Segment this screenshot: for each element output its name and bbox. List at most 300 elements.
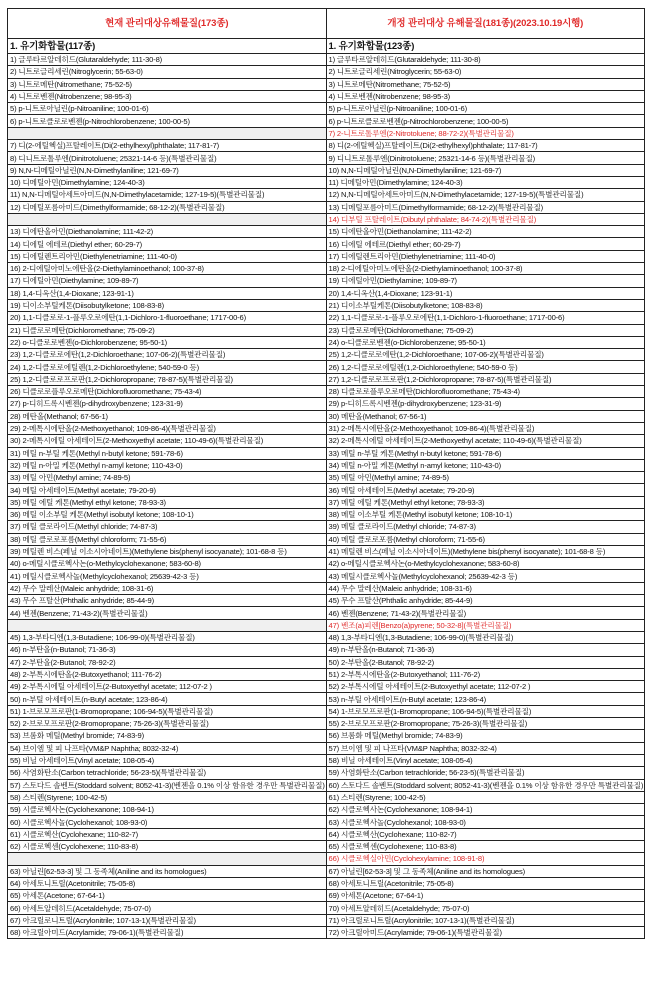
item-number: 14) — [328, 215, 340, 224]
current-substance-cell — [8, 287, 327, 299]
table-row — [8, 361, 645, 373]
item-number: 54) — [10, 743, 21, 753]
table-row — [8, 927, 645, 939]
current-substance-cell — [8, 226, 327, 238]
item-number: 58) — [10, 792, 21, 802]
revised-substance-cell — [326, 508, 645, 520]
table-row — [8, 201, 645, 213]
item-number: 66) — [328, 854, 340, 864]
table-row — [8, 718, 645, 730]
revised-substance-cell — [326, 595, 645, 607]
substance-name: 디메틸아민(Dimethylamine; 124-40-3) — [22, 178, 145, 188]
revised-substance-cell — [326, 681, 645, 693]
table-row-new-substance — [8, 619, 645, 631]
item-number: 55) — [328, 719, 340, 729]
current-substance-cell — [8, 361, 327, 373]
revised-substance-cell — [326, 668, 645, 680]
table-row — [8, 299, 645, 311]
current-substance-cell — [8, 754, 327, 766]
current-substance-cell — [8, 176, 327, 188]
revised-substance-cell — [326, 631, 645, 643]
substance-name: 1,4-디옥산(1,4-Dioxane; 123-91-1) — [22, 288, 134, 298]
item-number: 7) — [328, 128, 335, 138]
item-number: 13) — [328, 202, 340, 212]
substance-name: p-니트로아닐린(p-Nitroaniline; 100-01-6) — [336, 104, 468, 114]
item-number: 64) — [10, 879, 21, 889]
substance-name: 1,2-디클로로프로판(1,2-Dichloropropane; 78-87-5)(특별관리물질) — [22, 374, 233, 384]
substance-name: 2-부탄올(2-Butanol; 78-92-2) — [22, 657, 116, 667]
substance-name: 메틸 클로로포름(Methyl chloroform; 71-55-6) — [341, 534, 485, 544]
item-number: 55) — [10, 756, 21, 766]
item-number: 32) — [10, 460, 21, 470]
revised-substance-cell — [326, 730, 645, 742]
item-number: 13) — [10, 227, 21, 237]
table-row — [8, 66, 645, 78]
table-row — [8, 164, 645, 176]
table-row — [8, 410, 645, 422]
substance-name: p-니트로클로로벤젠(p-Nitrochlorobenzene; 100-00-5) — [18, 116, 190, 126]
substance-name: 디클로로메탄(Dichloromethane; 75-09-2) — [22, 325, 155, 335]
current-substance-cell — [8, 767, 327, 779]
revised-substance-cell — [326, 189, 645, 201]
substance-name: 2-브로모프로판(2-Bromopropane; 75-26-3)(특별관리물질) — [341, 719, 528, 729]
substance-name: 아세톤(Acetone; 67-64-1) — [341, 891, 424, 901]
current-substance-cell — [8, 644, 327, 656]
current-substance-cell — [8, 656, 327, 668]
item-number: 45) — [328, 596, 340, 606]
substance-name: 브이엠 및 피 나프타(VM&P Naphtha; 8032-32-4) — [22, 743, 179, 753]
item-number: 3) — [328, 79, 335, 89]
item-number: 65) — [10, 891, 21, 901]
substance-name: 스토다드 솔벤트(Stoddard solvent; 8052-41-3)(벤젠을 0.1% 이상 함유한 경우만 특별관리물질) — [22, 780, 325, 790]
substance-name: 디메틸아민(Dimethylamine; 124-40-3) — [340, 178, 463, 188]
revised-substance-cell — [326, 226, 645, 238]
substance-name: 메틸 아민(Methyl amine; 74-89-5) — [341, 473, 449, 483]
substance-name: 니트로메탄(Nitromethane; 75-52-5) — [18, 79, 132, 89]
substance-name: 디클로로플루오로메탄(Dichlorofluoromethane; 75-43-4) — [22, 387, 202, 397]
substance-name: 시클로헥실아민(Cyclohexylamine; 108-91-8) — [341, 854, 485, 864]
substance-name: n-부틸 아세테이트(n-Butyl acetate; 123-86-4) — [341, 694, 486, 704]
item-number: 26) — [10, 387, 21, 397]
table-row — [8, 349, 645, 361]
item-number: 10) — [328, 165, 340, 175]
substance-name: 디부틸 프탈레이트(Dibutyl phthalate; 84-74-2)(특별관리물질) — [341, 215, 537, 224]
item-number: 5) — [328, 104, 335, 114]
item-number: 61) — [328, 792, 340, 802]
table-row — [8, 336, 645, 348]
item-number: 5) — [10, 104, 17, 114]
substance-name: 메탄올(Methanol; 67-56-1) — [341, 411, 427, 421]
item-number: 32) — [328, 436, 340, 446]
current-substance-cell — [8, 496, 327, 508]
revised-substance-cell — [326, 853, 645, 865]
table-row — [8, 877, 645, 889]
item-number: 20) — [328, 288, 340, 298]
substance-name: 아닐린[62-53-3] 및 그 동족체(Aniline and its homologues) — [22, 866, 207, 876]
revised-substance-cell — [326, 115, 645, 127]
item-number: 33) — [10, 473, 21, 483]
substance-name: 아세톤(Acetone; 67-64-1) — [22, 891, 105, 901]
revised-substance-cell — [326, 656, 645, 668]
item-number: 41) — [328, 547, 340, 557]
substance-name: 시클로헥사논(Cyclohexanone; 108-94-1) — [22, 805, 154, 815]
table-row — [8, 804, 645, 816]
table-row — [8, 914, 645, 926]
table-row — [8, 767, 645, 779]
substance-name: 시클로헥산(Cyclohexane; 110-82-7) — [341, 829, 457, 839]
substance-name: 사염화탄소(Carbon tetrachloride; 56-23-5)(특별관리물질) — [22, 768, 206, 778]
current-substance-cell — [8, 779, 327, 791]
revised-substance-cell — [326, 496, 645, 508]
substance-name: 디에탄올아민(Diethanolamine; 111-42-2) — [22, 227, 154, 237]
revised-substance-cell — [326, 361, 645, 373]
table-row — [8, 140, 645, 152]
item-number: 18) — [328, 264, 340, 274]
substance-name: 메틸 n-아밀 케톤(Methyl n-amyl ketone; 110-43-0) — [341, 460, 501, 470]
current-substance-cell — [8, 66, 327, 78]
table-row — [8, 742, 645, 754]
revised-substance-cell — [326, 250, 645, 262]
substance-name: 시클로헥사놀(Cyclohexanol; 108-93-0) — [341, 817, 466, 827]
revised-substance-cell — [326, 890, 645, 902]
item-number: 2) — [328, 67, 335, 77]
substance-name: 디니트로톨루엔(Dinitrotoluene; 25321-14-6 등)(특별관리물질) — [18, 153, 217, 163]
item-number: 66) — [10, 903, 21, 913]
substance-name: p-니트로아닐린(p-Nitroaniline; 100-01-6) — [18, 104, 149, 114]
revised-substance-cell — [326, 324, 645, 336]
item-number: 12) — [10, 202, 21, 212]
item-number: 57) — [328, 743, 340, 753]
revised-substance-cell — [326, 410, 645, 422]
revised-substance-cell — [326, 398, 645, 410]
revised-substance-cell — [326, 213, 645, 225]
table-row — [8, 816, 645, 828]
current-substance-cell — [8, 595, 327, 607]
item-number: 25) — [328, 350, 340, 360]
substance-name: 메탄올(Methanol; 67-56-1) — [22, 411, 108, 421]
revised-substance-cell — [326, 521, 645, 533]
item-number: 43) — [10, 596, 21, 606]
item-number: 16) — [328, 239, 340, 249]
item-number: 35) — [328, 473, 340, 483]
substance-name: o-디클로로벤젠(o-Dichlorobenzene; 95-50-1) — [22, 337, 168, 347]
substance-name: 메틸렌 비스(페닐 이소시아네이트)(Methylene bis(phenyl isocyanate); 101-68-8 등) — [341, 547, 606, 557]
item-number: 35) — [10, 497, 21, 507]
current-substance-cell — [8, 791, 327, 803]
table-row — [8, 644, 645, 656]
revised-substance-cell — [326, 152, 645, 164]
substance-name: 메틸시클로헥사놀(Methylcyclohexanol; 25639-42-3 등) — [22, 571, 199, 581]
current-substance-cell — [8, 508, 327, 520]
substance-name: o-메틸시클로헥사논(o-Methylcyclohexanone; 583-60-8) — [341, 559, 520, 569]
revised-substance-cell — [326, 791, 645, 803]
table-row — [8, 668, 645, 680]
revised-substance-cell — [326, 373, 645, 385]
substance-name: 디메틸포름아미드(Dimethylformamide; 68-12-2)(특별관리물질) — [22, 202, 225, 212]
substance-name: 1-브로모프로판(1-Bromopropane; 106-94-5)(특별관리물질) — [341, 706, 532, 716]
item-number: 30) — [328, 411, 340, 421]
table-row — [8, 447, 645, 459]
table-row — [8, 693, 645, 705]
revised-substance-cell — [326, 558, 645, 570]
substance-name: n-부탄올(n-Butanol; 71-36-3) — [22, 645, 116, 655]
item-number: 59) — [328, 768, 340, 778]
revised-substance-cell — [326, 287, 645, 299]
blank-cell — [8, 619, 327, 631]
substance-name: 메틸 아세테이트(Methyl acetate; 79-20-9) — [341, 485, 475, 495]
item-number: 67) — [328, 866, 340, 876]
current-substance-cell — [8, 558, 327, 570]
table-row — [8, 312, 645, 324]
item-number: 40) — [328, 534, 340, 544]
substance-name: p-니트로클로로벤젠(p-Nitrochlorobenzene; 100-00-5) — [336, 116, 509, 126]
substance-name: 니트로벤젠(Nitrobenzene; 98-95-3) — [18, 92, 132, 102]
current-substance-cell — [8, 890, 327, 902]
item-number: 31) — [328, 424, 340, 434]
current-substance-cell — [8, 631, 327, 643]
item-number: 48) — [328, 633, 340, 643]
substance-name: 니트로글리세린(Nitroglycerin; 55-63-0) — [336, 67, 462, 77]
item-number: 28) — [328, 387, 340, 397]
item-number: 10) — [10, 178, 21, 188]
revised-substance-cell — [326, 78, 645, 90]
revised-substance-cell — [326, 54, 645, 66]
revised-substance-cell — [326, 804, 645, 816]
current-substance-cell — [8, 484, 327, 496]
current-substance-cell — [8, 140, 327, 152]
table-row — [8, 779, 645, 791]
item-number: 46) — [328, 608, 340, 618]
current-substance-cell — [8, 324, 327, 336]
substance-name: 메틸 클로라이드(Methyl chloride; 74-87-3) — [22, 522, 158, 532]
substance-name: 아세토니트릴(Acetonitrile; 75-05-8) — [22, 879, 136, 889]
substance-name: 2-디에틸아미노에탄올(2-Diethylaminoethanol; 100-37-8) — [22, 264, 204, 274]
item-number: 17) — [328, 251, 340, 261]
substance-name: 디이소부틸케톤(Diisobutylketone; 108-83-8) — [341, 301, 483, 311]
item-number: 4) — [10, 92, 17, 102]
item-number: 57) — [10, 780, 21, 790]
item-number: 27) — [10, 399, 21, 409]
current-substance-cell — [8, 533, 327, 545]
table-row — [8, 189, 645, 201]
substance-name: 1,3-부타디엔(1,3-Butadiene; 106-99-0)(특별관리물질) — [22, 633, 195, 643]
substance-name: 2-메톡시에탄올(2-Methoxyethanol; 109-86-4)(특별관리물질) — [22, 424, 216, 434]
substance-name: 1,2-디클로로에탄(1,2-Dichloroethane; 107-06-2)(특별관리물질) — [22, 350, 226, 360]
substance-name: 메틸 n-부틸 케톤(Methyl n-butyl ketone; 591-78-6) — [22, 448, 183, 458]
current-substance-cell — [8, 201, 327, 213]
current-substance-cell — [8, 927, 327, 939]
substance-name: p-디히드록시벤젠(p-dihydroxybenzene; 123-31-9) — [22, 399, 183, 409]
revised-substance-cell — [326, 349, 645, 361]
current-substance-cell — [8, 410, 327, 422]
revised-substance-cell — [326, 767, 645, 779]
current-substance-cell — [8, 705, 327, 717]
current-substance-cell — [8, 914, 327, 926]
item-number: 34) — [10, 485, 21, 495]
revised-substance-cell — [326, 66, 645, 78]
substance-name: 2-메톡시에틸 아세테이트(2-Methoxyethyl acetate; 110-49-6)(특별관리물질) — [341, 436, 582, 446]
item-number: 3) — [10, 79, 17, 89]
current-substance-cell — [8, 447, 327, 459]
table-row — [8, 275, 645, 287]
revised-substance-cell — [326, 472, 645, 484]
substance-name: 1,2-디클로로에탄(1,2-Dichloroethane; 107-06-2)(특별관리물질) — [341, 350, 544, 360]
substance-name: 스티렌(Styrene; 100-42-5) — [22, 792, 108, 802]
item-number: 56) — [328, 731, 340, 741]
revised-substance-cell — [326, 693, 645, 705]
item-number: 12) — [328, 190, 340, 200]
current-substance-cell — [8, 681, 327, 693]
item-number: 21) — [328, 301, 340, 311]
current-substance-cell — [8, 263, 327, 275]
current-substance-cell — [8, 742, 327, 754]
revised-substance-cell — [326, 164, 645, 176]
current-substance-cell — [8, 877, 327, 889]
item-number: 39) — [328, 522, 340, 532]
substance-name: 비닐 아세테이트(Vinyl acetate; 108-05-4) — [22, 756, 155, 766]
substance-name: 2-부톡시에탄올(2-Butoxyethanol; 111-76-2) — [22, 669, 162, 679]
table-row-new-substance — [8, 853, 645, 865]
table-row — [8, 459, 645, 471]
table-row — [8, 533, 645, 545]
item-number: 11) — [328, 178, 339, 188]
item-number: 49) — [10, 682, 21, 692]
substance-name: 디(2-에틸헥실)프탈레이트(Di(2-ethylhexyl)phthalate; 117-81-7) — [336, 141, 538, 151]
substance-name: 디니트로톨루엔(Dinitrotoluene; 25321-14-6 등)(특별관리물질) — [336, 153, 536, 163]
item-number: 68) — [10, 928, 21, 938]
item-number: 1) — [10, 55, 17, 65]
item-number: 47) — [328, 620, 340, 630]
item-number: 19) — [328, 276, 340, 286]
substance-name: N,N-디메틸아세트아미드(N,N-Dimethylacetamide; 127-19-5)(특별관리물질) — [341, 190, 584, 200]
item-number: 50) — [10, 694, 21, 704]
table-row — [8, 435, 645, 447]
item-number: 8) — [10, 153, 17, 163]
current-section-heading: 1. 유기화합물(117종) — [8, 39, 327, 54]
item-number: 34) — [328, 460, 340, 470]
item-number: 9) — [328, 153, 335, 163]
current-substance-cell — [8, 299, 327, 311]
item-number: 52) — [10, 719, 21, 729]
table-row — [8, 152, 645, 164]
table-row — [8, 582, 645, 594]
substance-name: o-메틸시클로헥사논(o-Methylcyclohexanone; 583-60-8) — [22, 559, 201, 569]
substance-name: 브이엠 및 피 나프타(VM&P Naphtha; 8032-32-4) — [341, 743, 497, 753]
table-row — [8, 176, 645, 188]
table-row — [8, 263, 645, 275]
item-number: 65) — [328, 842, 340, 852]
substance-name: 니트로글리세린(Nitroglycerin; 55-63-0) — [18, 67, 143, 77]
revised-substance-cell — [326, 484, 645, 496]
substance-name: 무수 말레산(Maleic anhydride; 108-31-6) — [341, 583, 472, 593]
substance-comparison-table — [7, 8, 645, 939]
table-row — [8, 791, 645, 803]
table-row — [8, 238, 645, 250]
table-row — [8, 250, 645, 262]
substance-name: N,N-디메틸아닐린(N,N-Dimethylaniline; 121-69-7) — [341, 165, 502, 175]
table-row — [8, 226, 645, 238]
substance-name: 디에탄올아민(Diethanolamine; 111-42-2) — [341, 227, 472, 237]
item-number: 37) — [328, 497, 340, 507]
current-substance-cell — [8, 607, 327, 619]
item-number: 51) — [10, 706, 21, 716]
table-row — [8, 54, 645, 66]
current-substance-cell — [8, 422, 327, 434]
item-number: 20) — [10, 313, 21, 323]
substance-name: 벤젠(Benzene; 71-43-2)(특별관리물질) — [22, 608, 148, 618]
current-substance-cell — [8, 373, 327, 385]
revised-substance-cell — [326, 336, 645, 348]
item-number: 38) — [10, 534, 21, 544]
table-row-new-substance — [8, 127, 645, 139]
substance-name: 디(2-에틸헥실)프탈레이트(Di(2-ethylhexyl)phthalate; 117-81-7) — [18, 141, 220, 151]
current-list-title: 현재 관리대상유해물질(173종) — [8, 9, 327, 39]
current-substance-cell — [8, 164, 327, 176]
current-substance-cell — [8, 902, 327, 914]
current-substance-cell — [8, 718, 327, 730]
current-substance-cell — [8, 336, 327, 348]
revised-substance-cell — [326, 238, 645, 250]
blank-cell — [8, 213, 327, 225]
current-substance-cell — [8, 816, 327, 828]
item-number: 39) — [10, 547, 21, 557]
substance-name: 디에틸 에테르(Diethyl ether; 60-29-7) — [341, 239, 461, 249]
revised-substance-cell — [326, 263, 645, 275]
revised-substance-cell — [326, 828, 645, 840]
current-substance-cell — [8, 398, 327, 410]
substance-name: 시클로헥사놀(Cyclohexanol; 108-93-0) — [22, 817, 148, 827]
substance-name: 메틸 에틸 케톤(Methyl ethyl ketone; 78-93-3) — [341, 497, 485, 507]
item-number: 28) — [10, 411, 21, 421]
table-row — [8, 890, 645, 902]
current-substance-cell — [8, 103, 327, 115]
table-row — [8, 508, 645, 520]
substance-name: 2-부톡시에탄올(2-Butoxyethanol; 111-76-2) — [341, 669, 480, 679]
table-row — [8, 681, 645, 693]
item-number: 72) — [328, 928, 340, 938]
substance-name: n-부틸 아세테이트(n-Butyl acetate; 123-86-4) — [22, 694, 168, 704]
item-number: 24) — [10, 362, 21, 372]
item-number: 53) — [328, 694, 340, 704]
revised-substance-cell — [326, 705, 645, 717]
item-number: 15) — [10, 251, 21, 261]
current-substance-cell — [8, 275, 327, 287]
substance-name: 비닐 아세테이트(Vinyl acetate; 108-05-4) — [341, 756, 473, 766]
section-row — [8, 39, 645, 54]
current-substance-cell — [8, 545, 327, 557]
item-number: 42) — [10, 583, 21, 593]
current-substance-cell — [8, 312, 327, 324]
substance-name: 글루타르알데히드(Glutaraldehyde; 111-30-8) — [18, 55, 163, 65]
substance-name: 시클로헥센(Cyclohexene; 110-83-8) — [341, 842, 457, 852]
current-substance-cell — [8, 152, 327, 164]
item-number: 46) — [10, 645, 21, 655]
substance-name: 글루타르알데히드(Glutaraldehyde; 111-30-8) — [336, 55, 481, 65]
substance-name: 니트로벤젠(Nitrobenzene; 98-95-3) — [336, 92, 451, 102]
current-substance-cell — [8, 668, 327, 680]
item-number: 11) — [10, 190, 20, 200]
table-row — [8, 115, 645, 127]
current-substance-cell — [8, 570, 327, 582]
table-row — [8, 754, 645, 766]
substance-name: 아닐린[62-53-3] 및 그 동족체(Aniline and its homologues) — [341, 866, 526, 876]
item-number: 71) — [328, 915, 340, 925]
substance-name: 디에틸 에테르(Diethyl ether; 60-29-7) — [22, 239, 143, 249]
substance-name: 2-디에틸아미노에탄올(2-Diethylaminoethanol; 100-37-8) — [341, 264, 523, 274]
table-row — [8, 705, 645, 717]
substance-name: 아크릴로니트릴(Acrylonitrile; 107-13-1)(특별관리물질) — [341, 915, 515, 925]
table-row-new-substance — [8, 213, 645, 225]
